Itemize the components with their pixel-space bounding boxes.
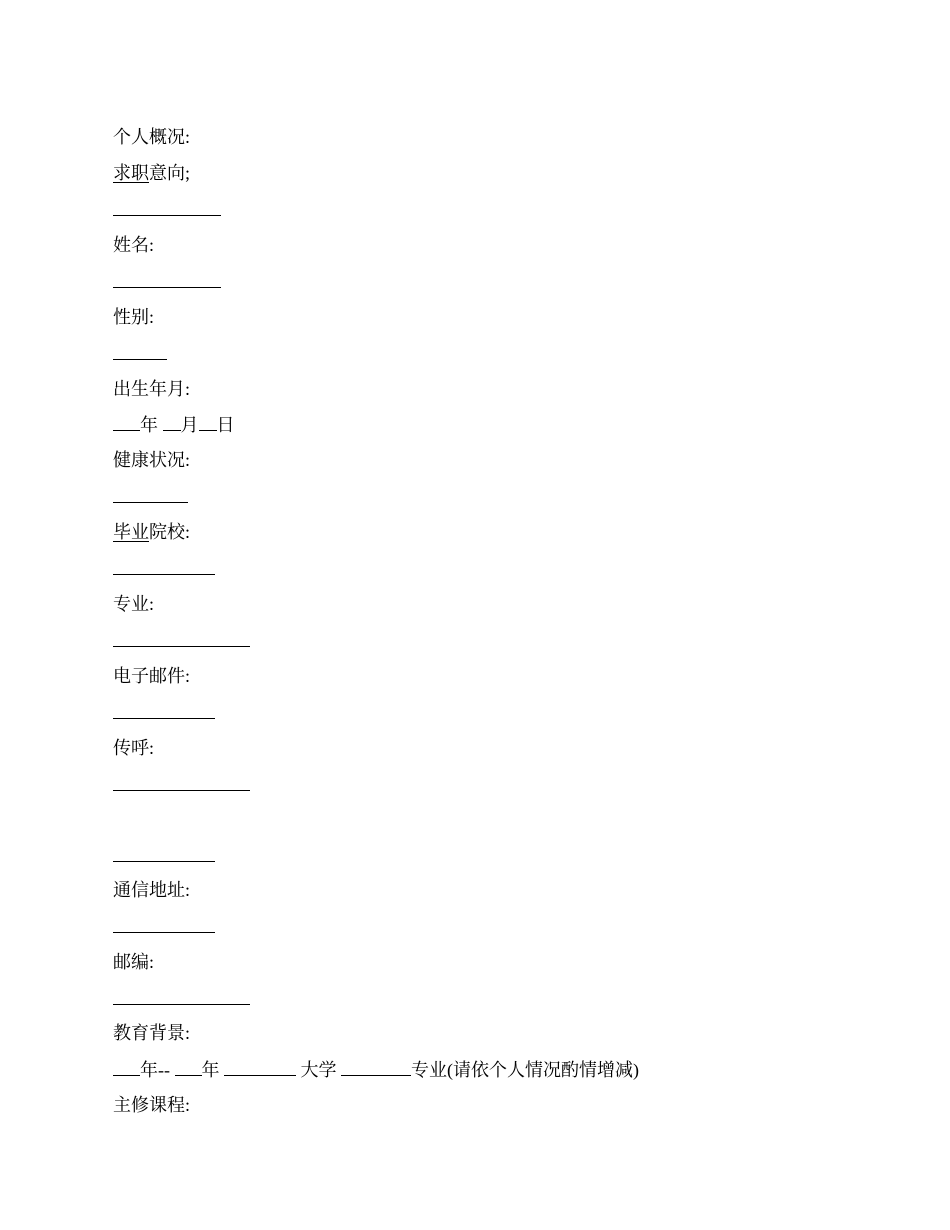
address-field[interactable] [113, 916, 215, 933]
job-intent-label: 意向; [149, 163, 191, 183]
school-row [113, 522, 190, 542]
health-label: 健康状况: [113, 450, 191, 470]
extra-blank-row [113, 845, 215, 866]
job-intent-blank-row [113, 199, 221, 220]
birth-day-unit: 日 [216, 415, 235, 435]
health-field[interactable] [113, 486, 188, 503]
edu-end-year-field[interactable] [175, 1059, 202, 1076]
edu-end-year-unit: 年 [201, 1060, 220, 1080]
birth-year-field[interactable] [113, 414, 140, 431]
gender-blank-row [113, 343, 167, 364]
edu-university-label: 大学 [300, 1060, 337, 1080]
education-row [113, 1023, 190, 1043]
job-intent-row [113, 163, 190, 183]
education-label: 教育背景: [113, 1023, 191, 1043]
job-intent-underlined: 求职 [113, 163, 149, 183]
zip-field[interactable] [113, 988, 250, 1005]
pager-row [113, 738, 154, 758]
edu-start-year-unit: 年-- [140, 1060, 170, 1080]
pager-label: 传呼: [113, 738, 155, 758]
zip-row [113, 952, 154, 972]
address-label: 通信地址: [113, 880, 191, 900]
gender-label: 性别: [113, 307, 155, 327]
name-blank-row [113, 271, 221, 292]
major-field[interactable] [113, 630, 250, 647]
edu-university-field[interactable] [224, 1059, 296, 1076]
birth-label: 出生年月: [113, 379, 191, 399]
school-blank-row [113, 558, 215, 579]
pager-field[interactable] [113, 774, 250, 791]
gender-row [113, 307, 154, 327]
name-field[interactable] [113, 271, 221, 288]
major-row [113, 594, 154, 614]
health-row [113, 450, 190, 470]
email-label: 电子邮件: [113, 666, 191, 686]
birth-date-row [113, 414, 235, 435]
edu-start-year-field[interactable] [113, 1059, 140, 1076]
courses-row [113, 1095, 190, 1115]
zip-blank-row [113, 988, 250, 1009]
address-row [113, 880, 190, 900]
overview-heading [113, 127, 190, 147]
school-underlined: 毕业 [113, 522, 149, 542]
address-blank-row [113, 916, 215, 937]
edu-major-note: 专业(请依个人情况酌情增减) [411, 1060, 639, 1080]
extra-field[interactable] [113, 845, 215, 862]
zip-label: 邮编: [113, 952, 155, 972]
name-label: 姓名: [113, 235, 155, 255]
birth-month-field[interactable] [163, 414, 181, 431]
name-row [113, 235, 154, 255]
school-field[interactable] [113, 558, 215, 575]
birth-row [113, 379, 190, 399]
major-blank-row [113, 630, 250, 651]
school-label: 院校: [149, 522, 191, 542]
email-blank-row [113, 702, 215, 723]
birth-year-unit: 年 [140, 415, 158, 435]
pager-blank-row [113, 774, 250, 795]
job-intent-field[interactable] [113, 199, 221, 216]
email-field[interactable] [113, 702, 215, 719]
birth-day-field[interactable] [199, 414, 217, 431]
birth-month-unit: 月 [180, 415, 199, 435]
gender-field[interactable] [113, 343, 167, 360]
education-detail-row [113, 1059, 639, 1080]
health-blank-row [113, 486, 188, 507]
edu-major-field[interactable] [341, 1059, 411, 1076]
email-row [113, 666, 190, 686]
major-label: 专业: [113, 594, 155, 614]
courses-label: 主修课程: [113, 1095, 191, 1115]
overview-label: 个人概况: [113, 127, 191, 147]
